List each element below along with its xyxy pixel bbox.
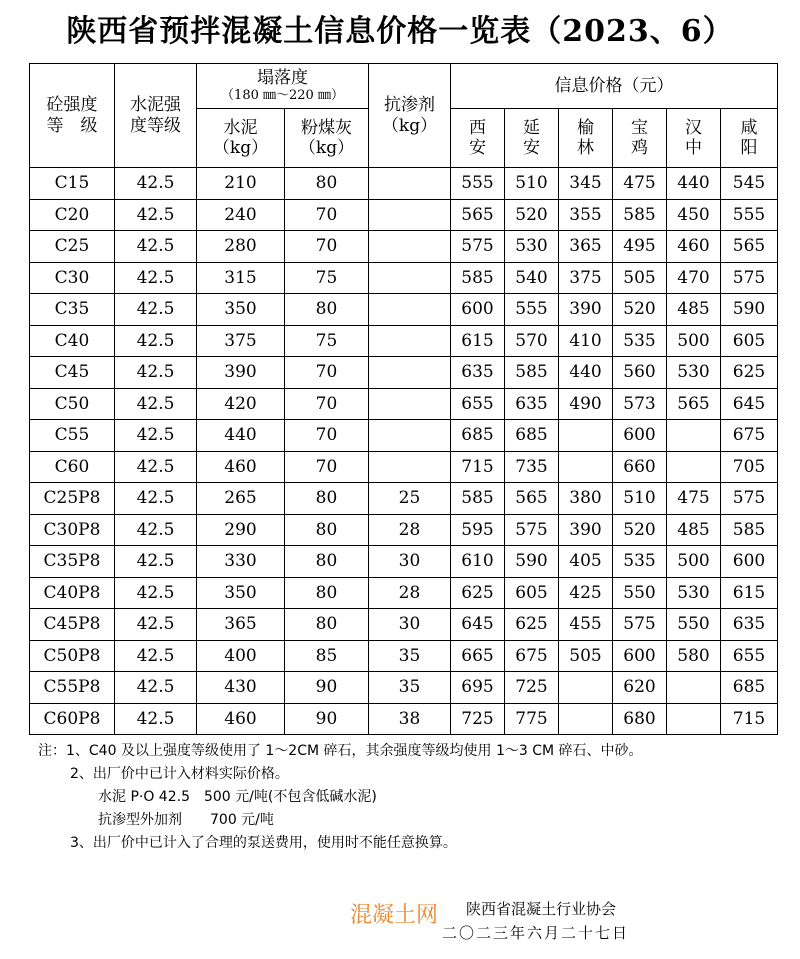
cell-hanzhong: 460	[667, 231, 721, 263]
table-row	[30, 451, 778, 483]
cell-cement: 315	[197, 262, 285, 294]
cell-yanan: 735	[505, 451, 559, 483]
cell-xianyang: 590	[721, 294, 778, 326]
cell-grade: C45	[30, 357, 115, 389]
cell-xian: 585	[451, 483, 505, 515]
cell-flyash: 70	[285, 420, 369, 452]
cell-strength: 42.5	[115, 168, 197, 200]
table-row	[30, 577, 778, 609]
note-2-admixture-price: 抗渗型外加剂 700 元/吨	[98, 812, 274, 828]
cell-xianyang: 545	[721, 168, 778, 200]
cell-xianyang: 575	[721, 483, 778, 515]
header-cement-grade: 水泥强 度等级	[115, 64, 197, 168]
table-row	[30, 703, 778, 735]
cell-flyash: 75	[285, 325, 369, 357]
cell-antiseep: 35	[369, 672, 451, 704]
cell-xian: 645	[451, 609, 505, 641]
cell-xianyang: 685	[721, 672, 778, 704]
cell-cement: 365	[197, 609, 285, 641]
cell-grade: C25	[30, 231, 115, 263]
cell-antiseep	[369, 420, 451, 452]
cell-hanzhong: 470	[667, 262, 721, 294]
cell-yanan: 775	[505, 703, 559, 735]
cell-cement: 265	[197, 483, 285, 515]
cell-yanan: 725	[505, 672, 559, 704]
cell-grade: C50P8	[30, 640, 115, 672]
cell-xian: 610	[451, 546, 505, 578]
cell-flyash: 70	[285, 199, 369, 231]
cell-grade: C20	[30, 199, 115, 231]
cell-antiseep	[369, 388, 451, 420]
cell-hanzhong: 500	[667, 546, 721, 578]
cell-flyash: 80	[285, 577, 369, 609]
table-row	[30, 388, 778, 420]
cell-grade: C40P8	[30, 577, 115, 609]
note-1: 注：1、C40 及以上强度等级使用了 1～2CM 碎石，其余强度等级均使用 1～3 CM 碎石、中砂。	[38, 743, 643, 759]
cell-hanzhong: 530	[667, 357, 721, 389]
table-row	[30, 294, 778, 326]
table-row	[30, 199, 778, 231]
table-row	[30, 325, 778, 357]
cell-hanzhong: 500	[667, 325, 721, 357]
cell-xian: 695	[451, 672, 505, 704]
table-row	[30, 609, 778, 641]
cell-xianyang: 715	[721, 703, 778, 735]
cell-antiseep: 30	[369, 609, 451, 641]
cell-xian: 565	[451, 199, 505, 231]
cell-yulin: 355	[559, 199, 613, 231]
cell-xian: 555	[451, 168, 505, 200]
header-antiseep: 抗渗剂 （kg）	[369, 64, 451, 168]
cell-strength: 42.5	[115, 640, 197, 672]
cell-hanzhong: 530	[667, 577, 721, 609]
header-city-xianyang: 咸 阳	[721, 109, 778, 168]
cell-grade: C60P8	[30, 703, 115, 735]
note-2-cement-price: 水泥 P·O 42.5 500 元/吨(不包含低碱水泥)	[98, 789, 377, 805]
cell-grade: C50	[30, 388, 115, 420]
cell-antiseep	[369, 357, 451, 389]
cell-xianyang: 605	[721, 325, 778, 357]
cell-yulin: 345	[559, 168, 613, 200]
cell-hanzhong: 565	[667, 388, 721, 420]
cell-hanzhong	[667, 420, 721, 452]
cell-yulin	[559, 672, 613, 704]
table-row	[30, 168, 778, 200]
watermark-logo: 混凝土网	[350, 903, 439, 928]
cell-cement: 290	[197, 514, 285, 546]
cell-xianyang: 705	[721, 451, 778, 483]
cell-baoji: 660	[613, 451, 667, 483]
cell-xianyang: 625	[721, 357, 778, 389]
cell-strength: 42.5	[115, 294, 197, 326]
cell-flyash: 70	[285, 388, 369, 420]
cell-xian: 715	[451, 451, 505, 483]
header-grade: 砼强度 等 级	[30, 64, 115, 168]
cell-yulin: 490	[559, 388, 613, 420]
cell-hanzhong: 580	[667, 640, 721, 672]
cell-cement: 210	[197, 168, 285, 200]
cell-flyash: 80	[285, 546, 369, 578]
cell-yulin: 365	[559, 231, 613, 263]
signature-date: 二〇二三年六月二十七日	[442, 924, 630, 942]
cell-antiseep	[369, 168, 451, 200]
cell-hanzhong	[667, 672, 721, 704]
cell-xian: 655	[451, 388, 505, 420]
cell-grade: C30P8	[30, 514, 115, 546]
header-city-yulin: 榆 林	[559, 109, 613, 168]
cell-yulin: 440	[559, 357, 613, 389]
cell-xianyang: 600	[721, 546, 778, 578]
cell-strength: 42.5	[115, 199, 197, 231]
cell-xianyang: 645	[721, 388, 778, 420]
cell-flyash: 90	[285, 703, 369, 735]
cell-flyash: 80	[285, 294, 369, 326]
table-row	[30, 514, 778, 546]
cell-grade: C25P8	[30, 483, 115, 515]
cell-baoji: 620	[613, 672, 667, 704]
notes	[38, 740, 788, 855]
cell-xian: 585	[451, 262, 505, 294]
cell-yanan: 540	[505, 262, 559, 294]
cell-yulin: 405	[559, 546, 613, 578]
cell-yanan: 555	[505, 294, 559, 326]
cell-cement: 350	[197, 294, 285, 326]
cell-antiseep	[369, 294, 451, 326]
cell-grade: C45P8	[30, 609, 115, 641]
cell-hanzhong: 450	[667, 199, 721, 231]
cell-yanan: 635	[505, 388, 559, 420]
cell-yanan: 565	[505, 483, 559, 515]
cell-hanzhong: 550	[667, 609, 721, 641]
cell-xian: 575	[451, 231, 505, 263]
cell-strength: 42.5	[115, 325, 197, 357]
table-row	[30, 420, 778, 452]
cell-antiseep: 28	[369, 577, 451, 609]
cell-yulin: 410	[559, 325, 613, 357]
cell-strength: 42.5	[115, 609, 197, 641]
page-title: 陕西省预拌混凝土信息价格一览表（2023、6）	[66, 14, 734, 49]
cell-xian: 725	[451, 703, 505, 735]
cell-yanan: 685	[505, 420, 559, 452]
cell-baoji: 560	[613, 357, 667, 389]
cell-strength: 42.5	[115, 514, 197, 546]
header-cement: 水泥 （kg）	[197, 109, 285, 168]
cell-hanzhong: 440	[667, 168, 721, 200]
price-table	[29, 63, 778, 735]
cell-antiseep	[369, 199, 451, 231]
cell-cement: 330	[197, 546, 285, 578]
cell-grade: C40	[30, 325, 115, 357]
table-row	[30, 640, 778, 672]
cell-baoji: 550	[613, 577, 667, 609]
cell-flyash: 85	[285, 640, 369, 672]
price-table-body	[30, 168, 778, 735]
cell-xian: 595	[451, 514, 505, 546]
table-row	[30, 483, 778, 515]
cell-yulin: 425	[559, 577, 613, 609]
note-3: 3、出厂价中已计入了合理的泵送费用，使用时不能任意换算。	[70, 835, 457, 851]
cell-cement: 375	[197, 325, 285, 357]
cell-flyash: 80	[285, 483, 369, 515]
cell-xianyang: 575	[721, 262, 778, 294]
cell-baoji: 475	[613, 168, 667, 200]
cell-yulin: 380	[559, 483, 613, 515]
cell-baoji: 520	[613, 294, 667, 326]
cell-grade: C30	[30, 262, 115, 294]
header-city-baoji: 宝 鸡	[613, 109, 667, 168]
cell-yanan: 530	[505, 231, 559, 263]
cell-antiseep	[369, 262, 451, 294]
cell-yanan: 605	[505, 577, 559, 609]
header-slump: 塌落度 （180 ㎜～220 ㎜）	[197, 64, 369, 109]
cell-flyash: 70	[285, 357, 369, 389]
cell-strength: 42.5	[115, 231, 197, 263]
table-row	[30, 546, 778, 578]
cell-baoji: 680	[613, 703, 667, 735]
cell-yanan: 510	[505, 168, 559, 200]
table-row	[30, 357, 778, 389]
cell-antiseep: 38	[369, 703, 451, 735]
cell-xianyang: 635	[721, 609, 778, 641]
table-row	[30, 231, 778, 263]
cell-antiseep: 25	[369, 483, 451, 515]
cell-baoji: 520	[613, 514, 667, 546]
cell-yulin: 375	[559, 262, 613, 294]
cell-baoji: 573	[613, 388, 667, 420]
note-2: 2、出厂价中已计入材料实际价格。	[70, 766, 289, 782]
cell-xian: 625	[451, 577, 505, 609]
cell-antiseep: 35	[369, 640, 451, 672]
cell-baoji: 600	[613, 640, 667, 672]
signature-org: 陕西省混凝土行业协会	[466, 900, 617, 918]
cell-flyash: 70	[285, 451, 369, 483]
cell-yulin: 455	[559, 609, 613, 641]
cell-strength: 42.5	[115, 451, 197, 483]
cell-baoji: 535	[613, 546, 667, 578]
cell-cement: 350	[197, 577, 285, 609]
cell-yanan: 585	[505, 357, 559, 389]
cell-antiseep: 28	[369, 514, 451, 546]
cell-flyash: 70	[285, 231, 369, 263]
cell-flyash: 90	[285, 672, 369, 704]
cell-yulin: 390	[559, 294, 613, 326]
cell-grade: C35P8	[30, 546, 115, 578]
header-info-price: 信息价格（元）	[451, 64, 778, 109]
header-flyash: 粉煤灰 （kg）	[285, 109, 369, 168]
cell-yanan: 625	[505, 609, 559, 641]
cell-cement: 430	[197, 672, 285, 704]
cell-xianyang: 655	[721, 640, 778, 672]
cell-grade: C55P8	[30, 672, 115, 704]
cell-xianyang: 615	[721, 577, 778, 609]
cell-xian: 685	[451, 420, 505, 452]
cell-hanzhong: 475	[667, 483, 721, 515]
cell-grade: C35	[30, 294, 115, 326]
cell-xian: 615	[451, 325, 505, 357]
cell-cement: 460	[197, 451, 285, 483]
cell-grade: C55	[30, 420, 115, 452]
cell-flyash: 80	[285, 609, 369, 641]
cell-baoji: 510	[613, 483, 667, 515]
cell-xian: 600	[451, 294, 505, 326]
cell-strength: 42.5	[115, 483, 197, 515]
cell-baoji: 535	[613, 325, 667, 357]
cell-baoji: 575	[613, 609, 667, 641]
cell-baoji: 585	[613, 199, 667, 231]
cell-cement: 420	[197, 388, 285, 420]
cell-antiseep: 30	[369, 546, 451, 578]
cell-strength: 42.5	[115, 357, 197, 389]
cell-antiseep	[369, 325, 451, 357]
cell-flyash: 80	[285, 514, 369, 546]
header-city-hanzhong: 汉 中	[667, 109, 721, 168]
cell-hanzhong	[667, 703, 721, 735]
cell-xian: 635	[451, 357, 505, 389]
cell-baoji: 495	[613, 231, 667, 263]
cell-hanzhong: 485	[667, 514, 721, 546]
table-row	[30, 672, 778, 704]
cell-grade: C60	[30, 451, 115, 483]
cell-xianyang: 555	[721, 199, 778, 231]
cell-strength: 42.5	[115, 577, 197, 609]
cell-flyash: 75	[285, 262, 369, 294]
cell-strength: 42.5	[115, 546, 197, 578]
cell-cement: 390	[197, 357, 285, 389]
cell-yanan: 575	[505, 514, 559, 546]
table-row	[30, 262, 778, 294]
cell-strength: 42.5	[115, 420, 197, 452]
cell-cement: 240	[197, 199, 285, 231]
cell-yulin: 505	[559, 640, 613, 672]
cell-yanan: 520	[505, 199, 559, 231]
cell-grade: C15	[30, 168, 115, 200]
cell-strength: 42.5	[115, 672, 197, 704]
cell-hanzhong: 485	[667, 294, 721, 326]
header-city-yanan: 延 安	[505, 109, 559, 168]
cell-strength: 42.5	[115, 262, 197, 294]
cell-yulin	[559, 703, 613, 735]
cell-cement: 400	[197, 640, 285, 672]
cell-yulin	[559, 451, 613, 483]
cell-xianyang: 585	[721, 514, 778, 546]
cell-xian: 665	[451, 640, 505, 672]
cell-flyash: 80	[285, 168, 369, 200]
cell-strength: 42.5	[115, 388, 197, 420]
cell-yanan: 570	[505, 325, 559, 357]
cell-cement: 440	[197, 420, 285, 452]
cell-strength: 42.5	[115, 703, 197, 735]
cell-cement: 460	[197, 703, 285, 735]
cell-yulin: 390	[559, 514, 613, 546]
cell-xianyang: 675	[721, 420, 778, 452]
cell-cement: 280	[197, 231, 285, 263]
cell-hanzhong	[667, 451, 721, 483]
cell-yanan: 675	[505, 640, 559, 672]
cell-antiseep	[369, 231, 451, 263]
cell-baoji: 505	[613, 262, 667, 294]
header-city-xian: 西 安	[451, 109, 505, 168]
cell-yanan: 590	[505, 546, 559, 578]
cell-baoji: 600	[613, 420, 667, 452]
cell-xianyang: 565	[721, 231, 778, 263]
cell-yulin	[559, 420, 613, 452]
cell-antiseep	[369, 451, 451, 483]
